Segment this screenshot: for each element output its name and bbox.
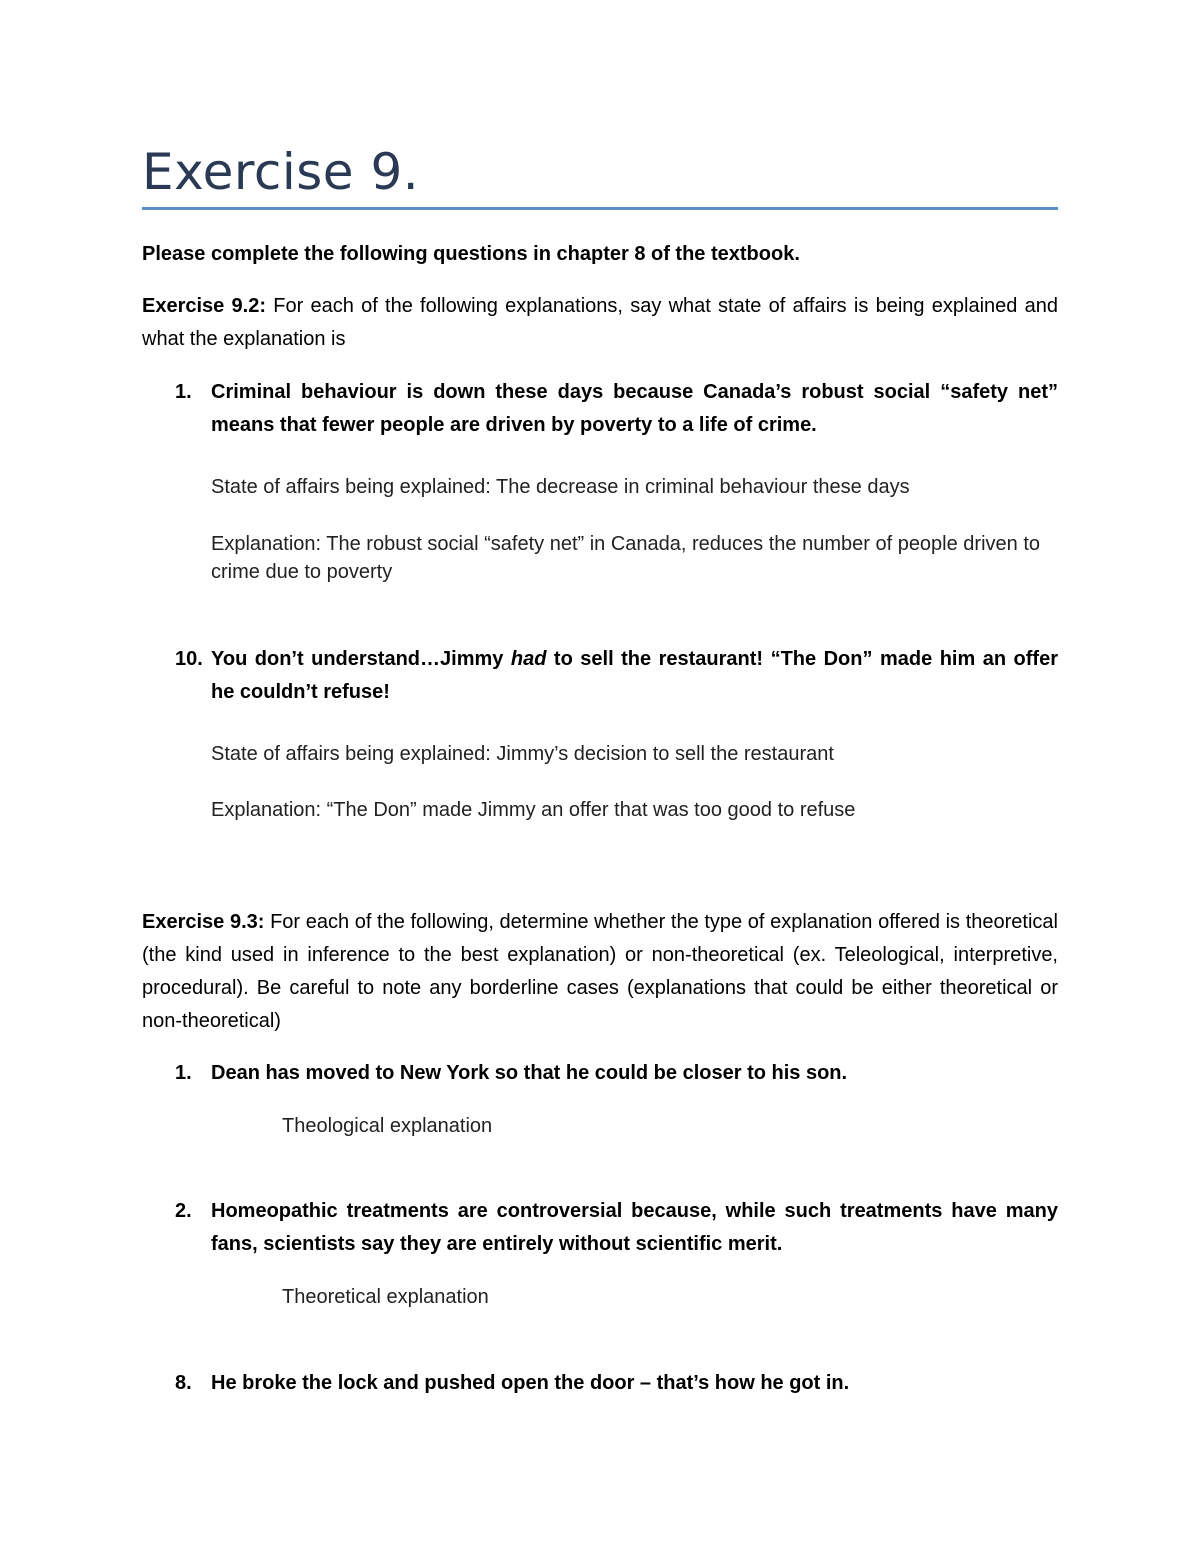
exercise-9-2-label: Exercise 9.2: [142, 295, 266, 317]
answer-explanation-type: Theological explanation [282, 1115, 493, 1137]
question-text: He broke the lock and pushed open the door – that’s how he got in. [211, 1372, 850, 1394]
exercise-9-2-question-10 [175, 643, 1058, 709]
title-underline [142, 207, 1058, 210]
answer-explanation-type: Theoretical explanation [282, 1286, 489, 1308]
exercise-9-2-question-1 [175, 376, 1058, 442]
question-text-start: You don’t understand…Jimmy [211, 648, 511, 670]
question-number: 8. [175, 1372, 192, 1394]
exercise-9-3-question-1 [175, 1057, 1058, 1090]
answer-state-of-affairs: State of affairs being explained: The decrease in criminal behaviour these days [211, 476, 910, 498]
question-text: Homeopathic treatments are controversial because, while such treatments have many fans, scientists say they are entirely without scientific merit. [211, 1200, 1058, 1255]
question-text: Criminal behaviour is down these days because Canada’s robust social “safety net” means that fewer people are driven by poverty to a life of crime. [211, 381, 1058, 436]
answer-state-of-affairs: State of affairs being explained: Jimmy’s decision to sell the restaurant [211, 743, 834, 765]
question-text-end: to sell the restaurant! “The Don” made him an offer he couldn’t refuse! [211, 648, 1058, 703]
exercise-9-2-instructions [142, 290, 1058, 356]
question-number: 2. [175, 1200, 192, 1222]
question-number: 1. [175, 381, 192, 403]
exercise-9-3-question-8 [175, 1367, 1058, 1400]
exercise-9-3-label: Exercise 9.3: [142, 911, 265, 933]
exercise-9-3-instructions-text: For each of the following, determine whether the type of explanation offered is theoretical (the kind used in inference to the best explanation) or non-theoretical (ex. Teleological, interpretive, procedural). Be careful to note any borderline cases (explanations that could be either theoretical or non-theoretical) [142, 911, 1058, 1032]
question-text: Dean has moved to New York so that he could be closer to his son. [211, 1062, 848, 1084]
exercise-9-2-instructions-text: For each of the following explanations, say what state of affairs is being explained and what the explanation is [142, 295, 1058, 350]
exercise-9-3-instructions [142, 906, 1058, 1038]
question-text-emphasis: had [510, 648, 547, 670]
page-title: Exercise 9. [142, 143, 420, 201]
intro-text: Please complete the following questions in chapter 8 of the textbook. [142, 243, 800, 265]
question-text [211, 643, 1058, 709]
question-number: 1. [175, 1062, 192, 1084]
question-number: 10. [175, 648, 203, 670]
exercise-9-3-question-2 [175, 1195, 1058, 1261]
answer-explanation: Explanation: “The Don” made Jimmy an offer that was too good to refuse [211, 799, 856, 821]
answer-explanation: Explanation: The robust social “safety net” in Canada, reduces the number of people driven to crime due to poverty [211, 533, 1041, 583]
